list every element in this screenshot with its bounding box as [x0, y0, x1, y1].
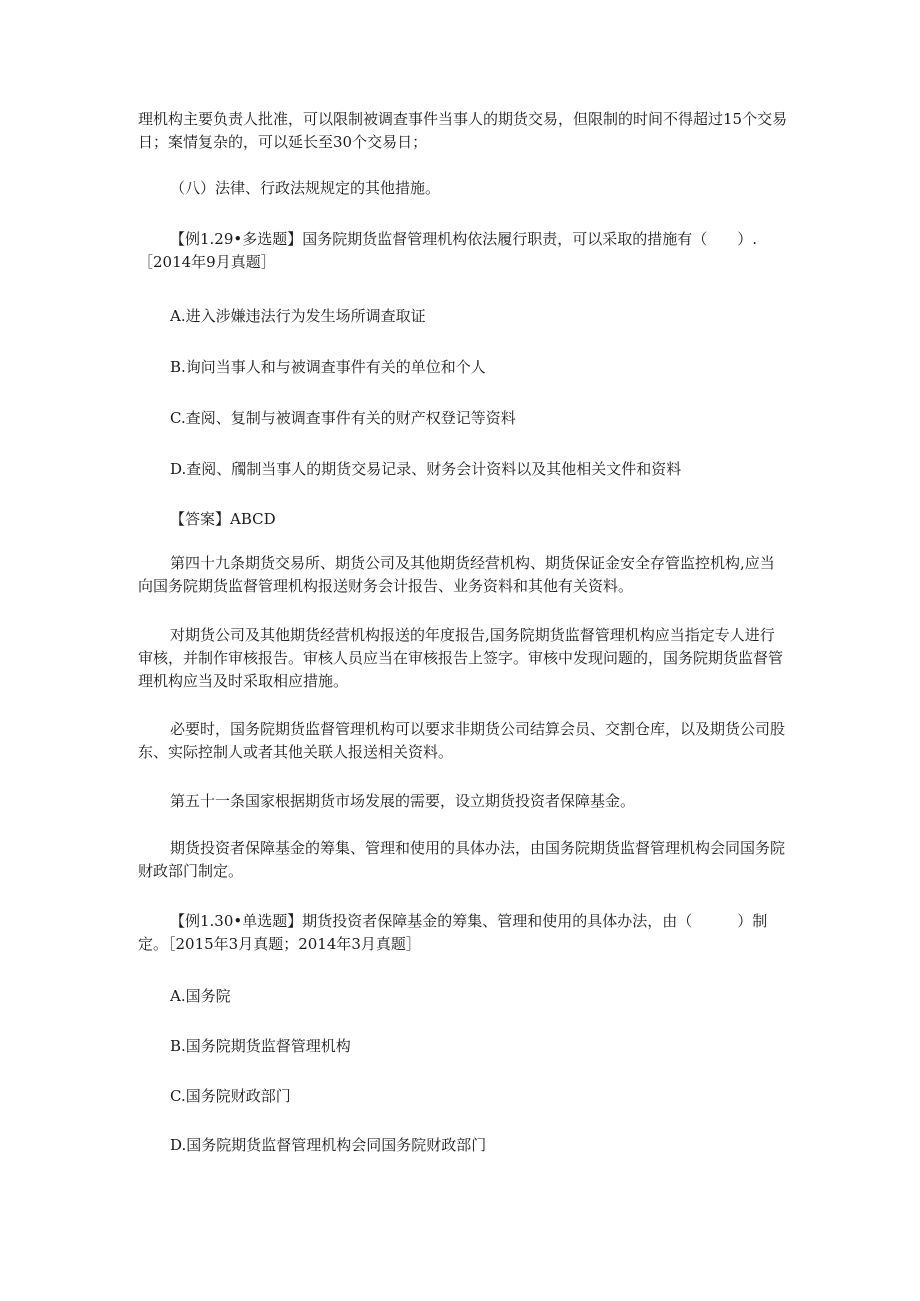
question-1-29-option-d: D.查阅、斶制当事人的期货交易记录、财务会计资料以及其他相关文件和资料: [170, 460, 682, 478]
question-1-30-option-a: A.国务院: [170, 987, 231, 1005]
question-1-29-option-b: B.询问当事人和与被调查事件有关的单位和个人: [170, 358, 486, 376]
question-1-30-option-c: C.国务院财政部门: [170, 1087, 291, 1105]
paragraph-when-necessary: 必要时，国务院期货监督管理机构可以要求非期货公司结算会员、交割仓库，以及期货公司股东、实际控制人或者其他关联人报送相关资料。: [138, 720, 786, 761]
article-49: 第四十九条期货交易所、期货公司及其他期货经营机构、期货保证金安全存管监控机构,应当向国务院期货监督管理机构报送财务会计报告、业务资料和其他有关资料。: [138, 554, 775, 595]
question-1-29-option-a: A.进入涉嫌违法行为发生场所调查取证: [170, 307, 426, 325]
paragraph-protection-fund: 期货投资者保障基金的筹集、管理和使用的具体办法，由国务院期货监督管理机构会同国务院财政部门制定。: [138, 839, 786, 880]
answer-line: 【答案】ABCD: [170, 510, 276, 528]
question-1-29: 【例1.29•多选题】国务院期货监督管理机构依法履行职责，可以采取的措施有（ ）.［2014年9月真题］: [138, 230, 758, 271]
question-1-30-option-b: B.国务院期货监督管理机构: [170, 1037, 351, 1055]
paragraph-annual-report-review: 对期货公司及其他期货经营机构报送的年度报告,国务院期货监督管理机构应当指定专人进行审核，并制作审核报告。审核人员应当在审核报告上签字。审核中发现问题的，国务院期货监督管理机构应当及时采取相应措施。: [138, 626, 784, 690]
question-1-30: 【例1.30•单选题】期货投资者保障基金的筹集、管理和使用的具体办法，由（ ）制定。［2015年3月真题；2014年3月真题］: [138, 912, 768, 953]
article-51: 第五十一条国家根据期货市场发展的需要，设立期货投资者保障基金。: [170, 792, 636, 810]
question-1-29-option-c: C.查阅、复制与被调查事件有关的财产权登记等资料: [170, 409, 516, 427]
question-1-30-option-d: D.国务院期货监督管理机构会同国务院财政部门: [170, 1136, 487, 1154]
paragraph-restriction-clause: 理机构主要负责人批准，可以限制被调查事件当事人的期货交易，但限制的时间不得超过15个交易日；案情复杂的，可以延长至30个交易日；: [138, 110, 788, 151]
paragraph-item-eight: （八）法律、行政法规规定的其他措施。: [170, 179, 441, 197]
